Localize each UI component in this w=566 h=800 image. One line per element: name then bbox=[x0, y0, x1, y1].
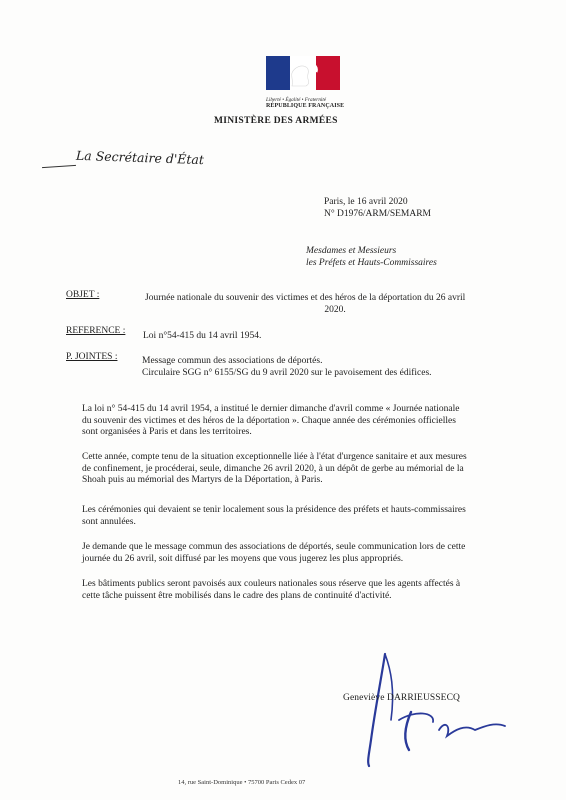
paragraph-1-line: La loi n° 54-415 du 14 avril 1954, a institué le dernier dimanche d'avril comme « Journée nationale bbox=[82, 404, 460, 414]
marianne-flag-icon bbox=[266, 56, 340, 90]
date-block bbox=[324, 196, 431, 220]
paragraph-5 bbox=[82, 579, 522, 602]
reference-number: N° D1976/ARM/SEMARM bbox=[324, 209, 431, 219]
reference-label: REFERENCE : bbox=[66, 326, 126, 336]
paragraph-1-line: du souvenir des victimes et des héros de la déportation ». Chaque année des cérémonies officielles bbox=[82, 415, 456, 426]
paragraph-2-line: de confinement, je procéderai, seule, dimanche 26 avril 2020, à un dépôt de gerbe au mémorial de la bbox=[82, 463, 464, 474]
date-line: Paris, le 16 avril 2020 bbox=[324, 197, 408, 207]
pj-line-1: Message commun des associations de déportés. bbox=[142, 356, 323, 366]
ministry-name: MINISTÈRE DES ARMÉES bbox=[214, 116, 338, 126]
paragraph-5-line: Les bâtiments publics seront pavoisés aux couleurs nationales sous réserve que les agents affectés à bbox=[82, 579, 461, 589]
sender-flourish bbox=[42, 165, 76, 168]
logo-motto: Liberté • Égalité • Fraternité bbox=[266, 97, 327, 103]
objet-line-2: 2020. bbox=[324, 304, 346, 315]
paragraph-3-line: Les cérémonies qui devaient se tenir localement sous la présidence des préfets et hauts-commissaires bbox=[82, 505, 466, 515]
paragraph-2 bbox=[82, 452, 522, 487]
paragraph-2-line: Shoah puis au mémorial des Martyrs de la Déportation, à Paris. bbox=[82, 475, 323, 485]
pj-line-2: Circulaire SGG n° 6155/SG du 9 avril 2020 sur le pavoisement des édifices. bbox=[142, 367, 432, 378]
paragraph-3-line: sont annulées. bbox=[82, 516, 136, 527]
paragraph-4-line: journée du 26 avril, soit diffusé par les moyens que vous jugerez les plus appropriés. bbox=[82, 553, 404, 564]
footer-address: 14, rue Saint-Dominique • 75700 Paris Cedex 07 bbox=[178, 779, 306, 786]
paragraph-1 bbox=[82, 404, 522, 439]
addressee-line-2: les Préfets et Hauts-Commissaires bbox=[306, 258, 437, 268]
objet-text bbox=[145, 293, 525, 316]
reference-text: Loi n°54-415 du 14 avril 1954. bbox=[143, 331, 262, 341]
sender-title: La Secrétaire d'État bbox=[75, 147, 205, 168]
addressee-line-1: Mesdames et Messieurs bbox=[306, 246, 397, 256]
pieces-jointes-text bbox=[142, 356, 432, 379]
paragraph-4-line: Je demande que le message commun des associations de déportés, seule communication lors de cette bbox=[82, 542, 466, 552]
paragraph-5-line: cette tâche puissent être mobilisés dans le cadre des plans de continuité d'activité. bbox=[82, 590, 392, 601]
logo-republic-text: RÉPUBLIQUE FRANÇAISE bbox=[266, 103, 345, 109]
republique-francaise-logo bbox=[266, 56, 348, 109]
paragraph-1-line: sont organisées à Paris et dans les territoires. bbox=[82, 427, 252, 437]
paragraph-2-line: Cette année, compte tenu de la situation exceptionnelle liée à l'état d'urgence sanitaire et aux mesures bbox=[82, 452, 467, 462]
objet-line-1: Journée nationale du souvenir des victimes et des héros de la déportation du 26 avril bbox=[145, 293, 466, 303]
paragraph-3 bbox=[82, 505, 522, 528]
paragraph-4 bbox=[82, 542, 522, 565]
addressee-block bbox=[306, 245, 437, 269]
objet-label: OBJET : bbox=[66, 290, 100, 300]
handwritten-signature bbox=[355, 650, 515, 770]
signatory-name: Geneviève DARRIEUSSECQ bbox=[343, 693, 460, 703]
pieces-jointes-label: P. JOINTES : bbox=[66, 352, 118, 362]
